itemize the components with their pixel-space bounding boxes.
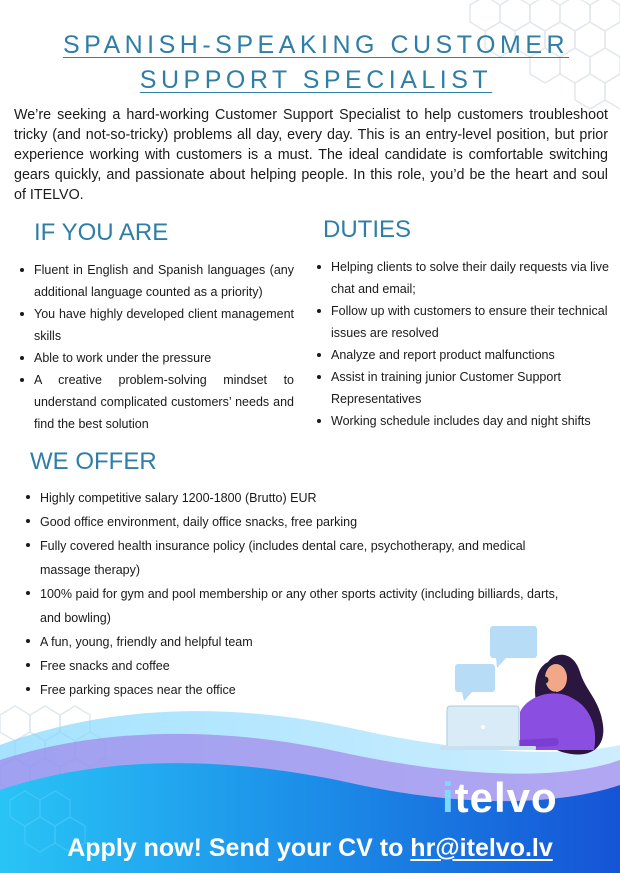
list-item: You have highly developed client management skills	[16, 303, 294, 347]
intro-paragraph: We’re seeking a hard-working Customer Support Specialist to help customers troubleshoot tricky (and not-so-tricky) problems all day, every day. This is an entry-level position, but prior experience working with customers is a must. The ideal candidate is comfortable switching gears quickly, and passionate about helping people. In this role, you’d be the heart and soul of ITELVO.	[14, 107, 608, 203]
title-line-1: SPANISH-SPEAKING CUSTOMER	[62, 31, 570, 59]
email-link[interactable]: hr@itelvo.lv	[410, 834, 553, 862]
apply-text: Apply now! Send your CV to	[67, 834, 411, 862]
list-item: Helping clients to solve their daily requests via live chat and email;	[313, 256, 613, 300]
list-item: Analyze and report product malfunctions	[313, 344, 613, 366]
title-line-2: SUPPORT SPECIALIST	[139, 66, 493, 94]
list-item: Able to work under the pressure	[16, 347, 294, 369]
list-item: A fun, young, friendly and helpful team	[22, 630, 562, 654]
list-item: Free snacks and coffee	[22, 654, 562, 678]
duties-heading: DUTIES	[323, 216, 412, 243]
apply-call-to-action	[0, 828, 620, 868]
list-item: Good office environment, daily office snacks, free parking	[22, 510, 562, 534]
list-item: Working schedule includes day and night shifts	[313, 410, 613, 432]
we-offer-heading: WE OFFER	[30, 448, 157, 475]
itelvo-logo: itelvo	[442, 774, 558, 821]
chat-bubble-icon	[455, 626, 537, 701]
list-item: 100% paid for gym and pool membership or any other sports activity (including billiards, darts, and bowling)	[22, 582, 562, 630]
list-item: Free parking spaces near the office	[22, 678, 562, 702]
list-item: Fully covered health insurance policy (includes dental care, psychotherapy, and medical massage therapy)	[22, 534, 562, 582]
list-item: Fluent in English and Spanish languages (any additional language counted as a priority)	[16, 259, 294, 303]
if-you-are-heading: IF YOU ARE	[34, 219, 169, 246]
list-item: Follow up with customers to ensure their technical issues are resolved	[313, 300, 613, 344]
list-item: Highly competitive salary 1200-1800 (Brutto) EUR	[22, 486, 562, 510]
list-item: Assist in training junior Customer Support Representatives	[313, 366, 613, 410]
list-item: A creative problem-solving mindset to understand complicated customers’ needs and find the best solution	[16, 369, 294, 435]
